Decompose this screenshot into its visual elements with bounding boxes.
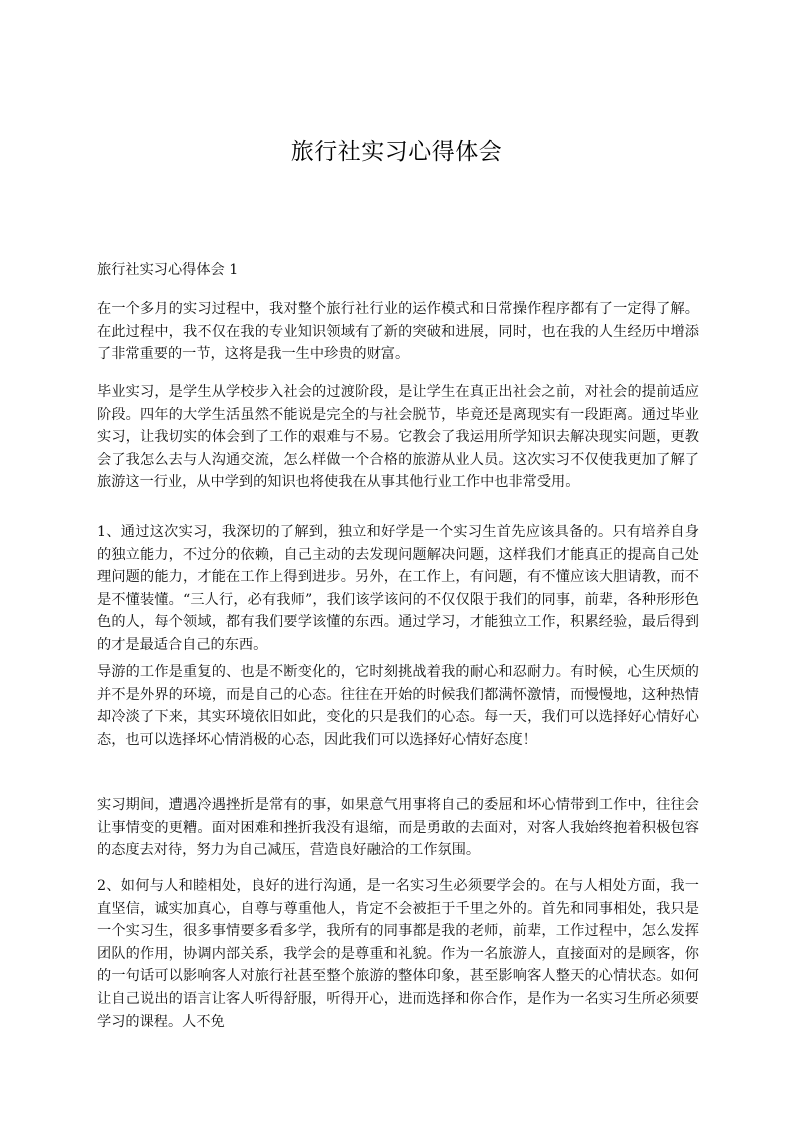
paragraph-2: 毕业实习，是学生从学校步入社会的过渡阶段，是让学生在真正出社会之前，对社会的提前适应阶段。四年的大学生活虽然不能说是完全的与社会脱节，毕竟还是离现实有一段距离。通过毕业实习，让我切实的体会到了工作的艰难与不易。它教会了我运用所学知识去解决现实问题，更教会了我怎么去与人沟通交流，怎么样做一个合格的旅游从业人员。这次实习不仅使我更加了解了旅游这一行业，从中学到的知识也将使我在从事其他行业工作中也非常受用。 [97,384,699,491]
paragraph-3: 1、通过这次实习，我深切的了解到，独立和好学是一个实习生首先应该具备的。只有培养自身的独立能力，不过分的依赖，自己主动的去发现问题解决问题，这样我们才能真正的提高自己处理问题的能力，才能在工作上得到进步。另外，在工作上，有问题，有不懂应该大胆请教，而不是不懂装懂。“三人行，必有我师”，我们该学该问的不仅仅限于我们的同事，前辈，各种形形色色的人，每个领域，都有我们要学该懂的东西。通过学习，才能独立工作，积累经验，最后得到的才是最适合自己的东西。 [97,524,699,653]
section-heading: 旅行社实习心得体会 1 [97,262,239,278]
paragraph-1: 在一个多月的实习过程中，我对整个旅行社行业的运作模式和日常操作程序都有了一定得了解。在此过程中，我不仅在我的专业知识领域有了新的突破和进展，同时，也在我的人生经历中增添了非常重要的一节，这将是我一生中珍贵的财富。 [97,301,699,363]
paragraph-5: 实习期间，遭遇冷遇挫折是常有的事，如果意气用事将自己的委屈和坏心情带到工作中，往往会让事情变的更糟。面对困难和挫折我没有退缩，而是勇敢的去面对，对客人我始终抱着积极包容的态度去对待，努力为自己减压，营造良好融洽的工作氛围。 [97,797,699,859]
paragraph-6: 2、如何与人和睦相处，良好的进行沟通，是一名实习生必须要学会的。在与人相处方面，我一直坚信，诚实加真心，自尊与尊重他人，肯定不会被拒于千里之外的。首先和同事相处，我只是一个实习生，很多事情要多看多学，我所有的同事都是我的老师，前辈，工作过程中，怎么发挥团队的作用，协调内部关系，我学会的是尊重和礼貌。作为一名旅游人，直接面对的是顾客，你的一句话可以影响客人对旅行社甚至整个旅游的整体印象，甚至影响客人整天的心情状态。如何让自己说出的语言让客人听得舒服，听得开心，进而选择和你合作，是作为一名实习生所必须要学习的课程。人不免 [97,878,699,1030]
document-title: 旅行社实习心得体会 [290,139,503,165]
paragraph-4: 导游的工作是重复的、也是不断变化的，它时刻挑战着我的耐心和忍耐力。有时候，心生厌烦的并不是外界的环境，而是自己的心态。往往在开始的时候我们都满怀激情，而慢慢地，这种热情却冷淡了下来，其实环境依旧如此，变化的只是我们的心态。每一天，我们可以选择好心情好心态，也可以选择坏心情消极的心态，因此我们可以选择好心情好态度！ [97,664,699,748]
